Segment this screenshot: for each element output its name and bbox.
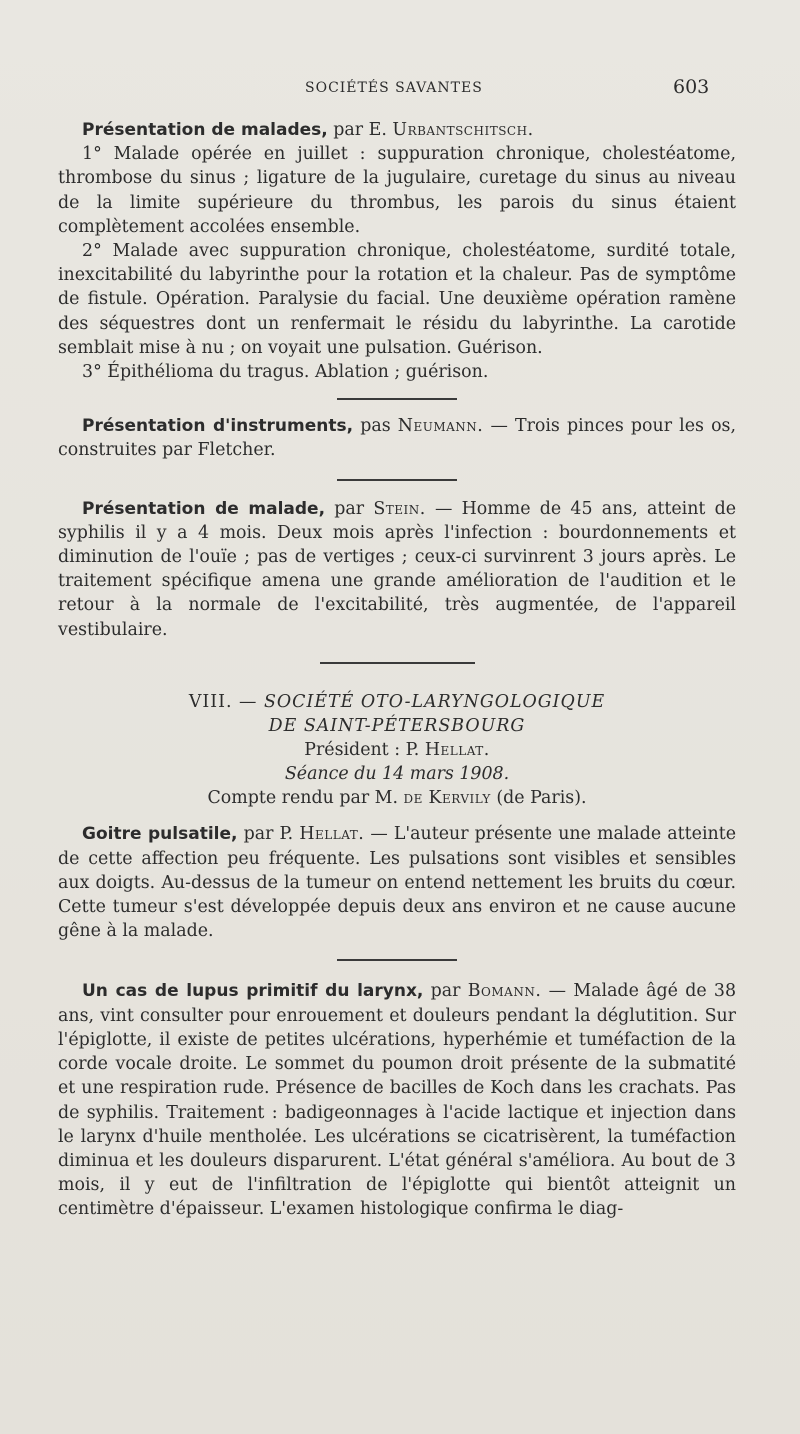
entry-by: par P. [243,824,294,845]
entry-author: Hellat. [299,824,365,845]
entry-paragraph: 3° Épithélioma du tragus. Ablation ; guérison. [82,362,489,383]
entry-heading [58,118,736,142]
report-name: Kervily [428,788,491,809]
running-head: SOCIÉTÉS SAVANTES [305,80,483,96]
entry-by: pas [360,416,391,437]
entry-text: — Malade âgé de 38 ans, vint consulter pour enrouement et douleurs pendant la déglutition. Sur l'épiglotte, il existe de petites ulcérations, hyperhémie et tuméfaction de la corde vocale droite. Le sommet du poumon droit présente de la submatité et une respiration rude. Présence de bacilles de Koch dans les crachats. Pas de syphilis. Traitement : badigeonnages à l'acide lactique et injection dans le larynx d'huile mentholée. Les ulcérations se cicatrisèrent, la tuméfaction diminua et les douleurs disparurent. L'état général s'améliora. Au bout de 3 mois, il y eut de l'infiltration de l'épiglotte qui bientôt atteignit un centimètre d'épaisseur. L'examen histologique confirma le diag- [58,981,737,1220]
report-prefix: Compte rendu par M. [207,788,399,809]
report-de: de [403,788,423,809]
entry-title: Présentation de malade, [82,498,326,519]
section-president [58,738,736,762]
page-body [58,118,736,1222]
section-title-line1: SOCIÉTÉ OTO-LARYNGOLOGIQUE [263,691,606,712]
section-session: Séance du 14 mars 1908. [284,764,510,785]
entry-by: par E. [333,120,387,140]
entry-title: Présentation d'instruments, [82,416,354,437]
entry-paragraph: 2° Malade avec suppuration chronique, cholestéatome, surdité totale, inexcitabilité du labyrinthe pour la rotation et la chaleur. Pas de symptôme de fistule. Opération. Paralysie du facial. Une deuxième opération ramène des séquestres dont un renfermait le résidu du labyrinthe. La carotide semblait mise à nu ; on voyait une pulsation. Guérison. [58,241,736,358]
divider-rule [337,959,457,961]
entry-by: par [334,498,365,519]
entry-text: — Homme de 45 ans, atteint de syphilis il y a 4 mois. Deux mois après l'infection : bourdonnements et diminution de l'ouïe ; pas de vertiges ; ceux-ci survinrent 3 jours après. Le traitement spécifique amena une grande amélioration de l'audition et le retour à la normale de l'excitabilité, très augmentée, de l'appareil vestibulaire. [58,498,737,640]
entry-author: Urbantschitsch. [392,120,534,140]
entry-title: Goitre pulsatile, [82,824,238,845]
entry-paragraph [58,497,736,642]
president-label: Président : P. [304,739,420,760]
entry-by: par [430,981,461,1002]
page-header [0,76,800,106]
divider-rule [337,479,457,481]
president-name: Hellat. [424,739,490,760]
entry-title: Un cas de lupus primitif du larynx, [82,981,424,1002]
report-suffix: (de Paris). [496,788,587,809]
entry-text: — Trois pinces pour les os, construites par Fletcher. [58,416,736,461]
divider-rule [337,398,457,400]
entry-title: Présentation de malades, [82,120,328,140]
entry-text: — L'auteur présente une malade atteinte de cette affection peu fréquente. Les pulsations sont visibles et sensibles aux doigts. Au-dessus de la tumeur on entend nettement les bruits du cœur. Cette tumeur s'est développée depuis deux ans environ et ne cause aucune gêne à la malade. [58,824,736,942]
section-title [58,690,736,714]
divider-rule [320,662,475,664]
section-title-line2: DE SAINT-PÉTERSBOURG [268,715,526,736]
entry-paragraph: 1° Malade opérée en juillet : suppuration chronique, cholestéatome, thrombose du sinus ; ligature de la jugulaire, curetage du sinus au niveau de la limite supérieure du thrombus, les parois du sinus étaient complètement accolées ensemble. [58,144,736,237]
entry-paragraph [58,414,736,462]
entry-author: Bomann. [467,981,542,1002]
section-numeral: VIII. — [188,691,258,712]
entry-paragraph [58,822,736,943]
page-number: 603 [673,76,710,98]
entry-author: Neumann. [397,416,484,437]
section-report [58,786,736,810]
entry-paragraph [58,979,736,1221]
entry-author: Stein. [373,498,426,519]
